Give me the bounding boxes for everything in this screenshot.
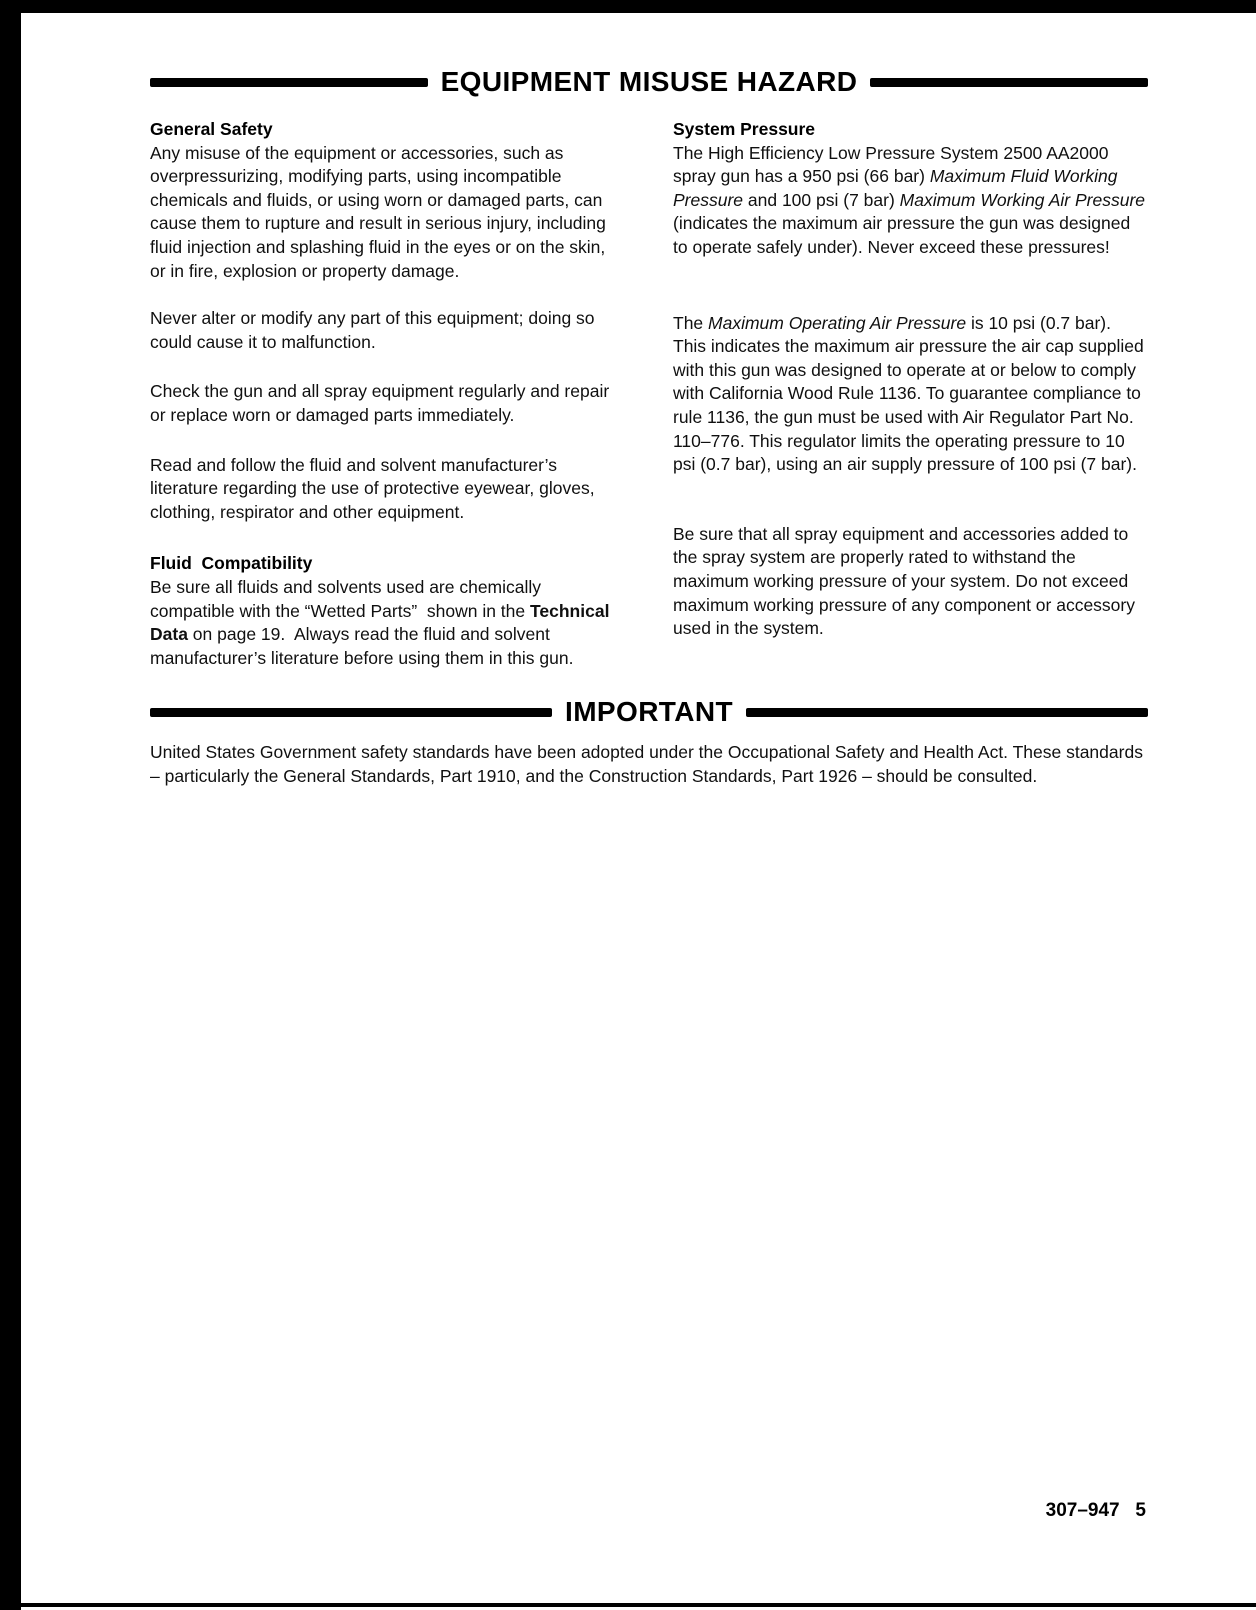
text-run: on page 19. Always read the fluid and solvent manufacturer’s literature before using them in this gun. [150, 624, 574, 668]
text-run: is 10 psi (0.7 bar). This indicates the maximum air pressure the air cap supplied with this gun was designed to operate at or below to comply with California Wood Rule 1136. To guarantee compliance to rule 1136, the gun must be used with Air Regulator Part No. 110–776. This regulator limits the operating pressure to 10 psi (0.7 bar), using an air supply pressure of 100 psi (7 bar). [673, 312, 1149, 475]
page-footer: 307–947 5 [1045, 1500, 1146, 1521]
heading-system-pressure: System Pressure [673, 119, 816, 139]
heading-general-safety: General Safety [150, 119, 273, 139]
paragraph-general-safety-2: Never alter or modify any part of this equipment; doing so could cause it to malfunction. [150, 308, 600, 352]
italic-run-max-fluid-working-pressure: Maximum Fluid Working Pressure [673, 166, 1123, 210]
page-content [150, 66, 1148, 788]
scan-edge-left [0, 0, 21, 1610]
paragraph-system-pressure-3: Be sure that all spray equipment and accessories added to the spray system are properly rated to withstand the maximum working pressure of your system. Do not exceed maximum working pressure of any component or accessory used in the system. [673, 523, 1140, 639]
paragraph-fluid-compatibility [150, 576, 615, 670]
italic-run-max-operating-air-pressure: Maximum Operating Air Pressure [708, 312, 967, 333]
bold-run-technical-data: Technical Data [150, 600, 615, 645]
section-header-equipment-misuse-hazard [150, 66, 1148, 98]
paragraph-system-pressure-2 [673, 312, 1148, 477]
section-title-important: IMPORTANT [565, 696, 733, 728]
paragraph-general-safety-1: Any misuse of the equipment or accessories, such as overpressurizing, modifying parts, using incompatible chemicals and fluids, or using worn or damaged parts, can cause them to rupture and result in serious injury, including fluid injection and splashing fluid in the eyes or on the skin, or in fire, explosion or property damage. [150, 142, 611, 281]
paragraph-system-pressure-1 [673, 142, 1148, 260]
right-column [673, 118, 1148, 670]
two-column-body [150, 118, 1148, 670]
header-rule-left [150, 708, 552, 717]
section-title-equipment-misuse-hazard: EQUIPMENT MISUSE HAZARD [440, 66, 858, 97]
section-header-important [150, 696, 1148, 728]
scan-edge-top [0, 0, 1256, 13]
header-rule-right [746, 708, 1148, 717]
paragraph-important: United States Government safety standards have been adopted under the Occupational Safety and Health Act. These standards – particularly the General Standards, Part 1910, and the Construction Standards, Part 1926 – should be consulted. [150, 742, 1148, 786]
text-run: and 100 psi (7 bar) [743, 189, 900, 210]
paragraph-general-safety-3: Check the gun and all spray equipment regularly and repair or replace worn or damaged parts immediately. [150, 381, 615, 425]
header-rule-right [870, 78, 1148, 87]
text-run: Be sure all fluids and solvents used are chemically compatible with the “Wetted Parts” shown in the [150, 576, 546, 621]
paragraph-general-safety-4: Read and follow the fluid and solvent manufacturer’s literature regarding the use of protective eyewear, gloves, clothing, respirator and other equipment. [150, 454, 600, 522]
text-run: The High Efficiency Low Pressure System 2500 AA2000 spray gun has a 950 psi (66 bar) [673, 142, 1114, 187]
header-rule-left [150, 78, 428, 87]
heading-fluid-compatibility: Fluid Compatibility [150, 553, 313, 574]
left-column [150, 118, 615, 670]
italic-run-max-working-air-pressure: Maximum Working Air Pressure [899, 189, 1146, 210]
text-run: (indicates the maximum air pressure the gun was designed to operate safely under). Never exceed these pressures! [673, 189, 1150, 257]
text-run: The [673, 312, 709, 333]
scan-edge-bottom [0, 1603, 1256, 1607]
